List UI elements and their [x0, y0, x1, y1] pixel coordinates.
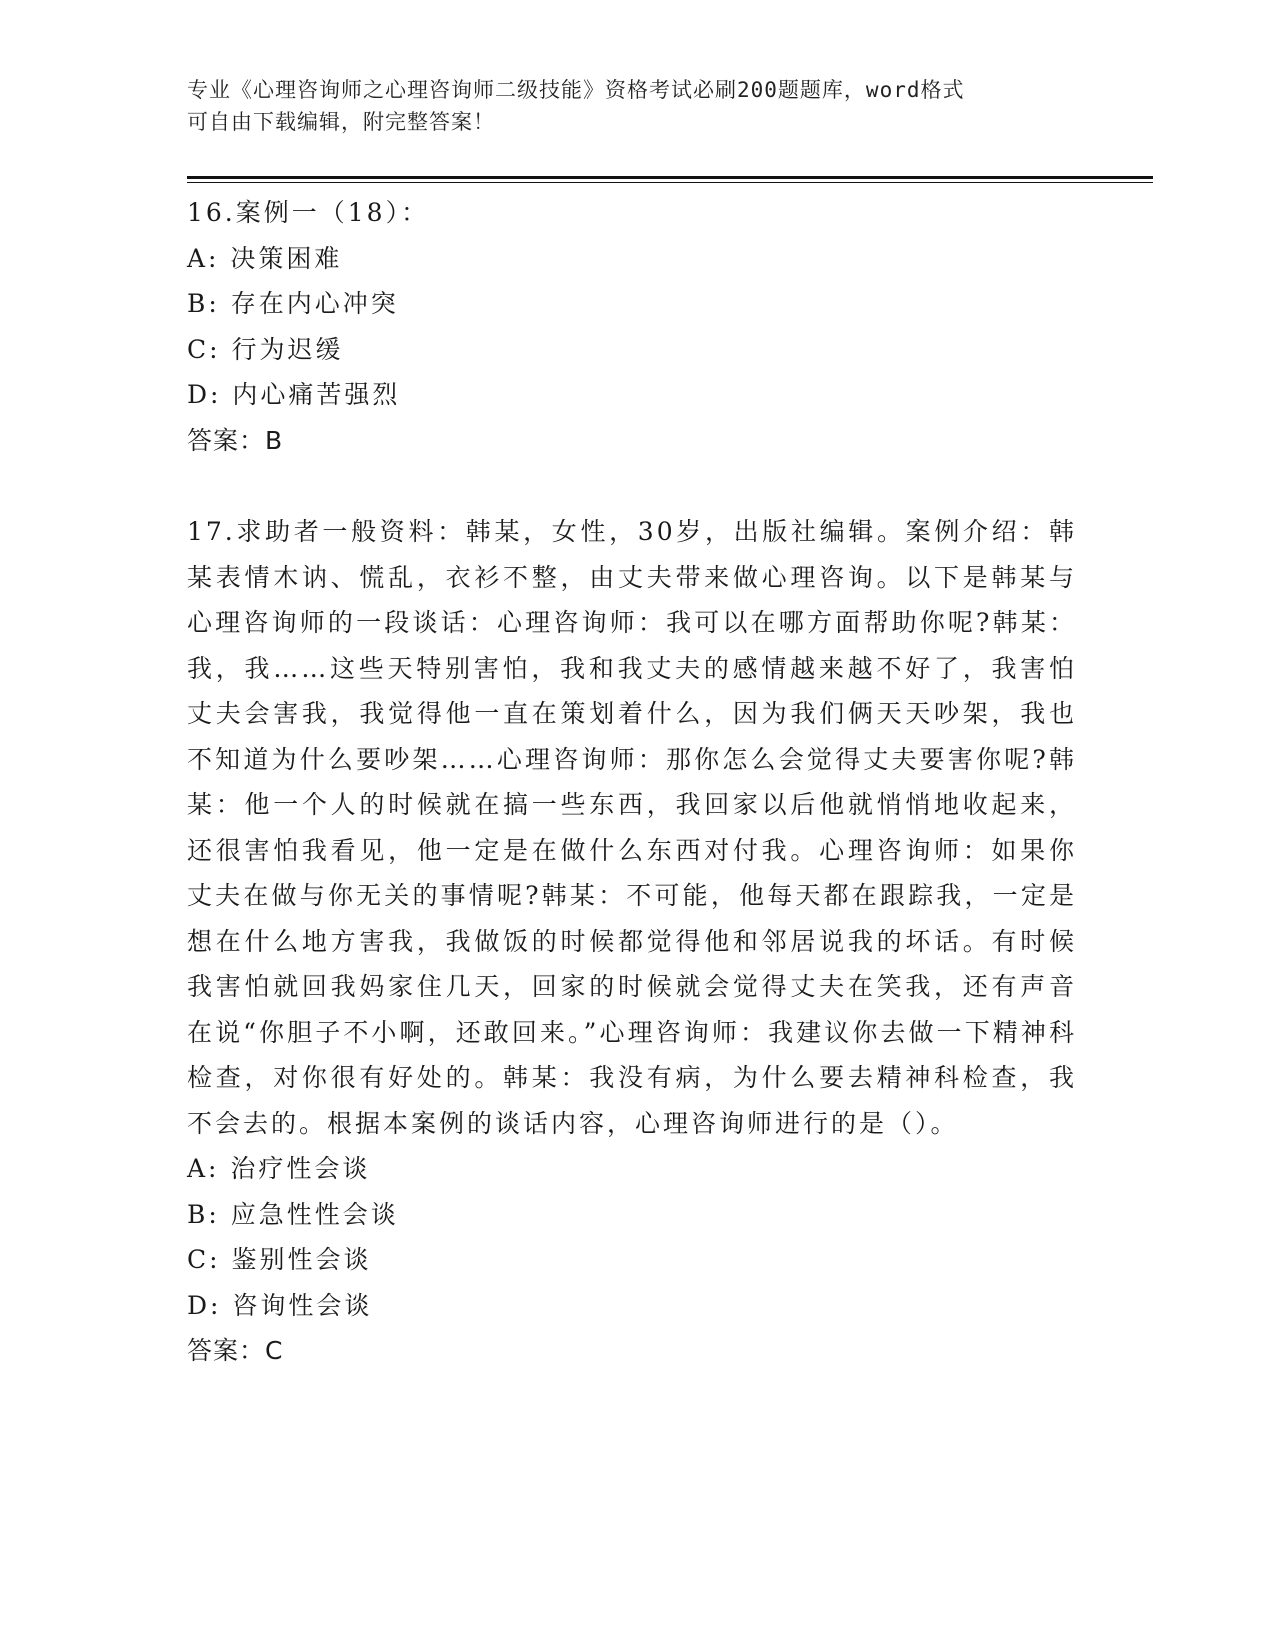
option-b: B: 应急性性会谈 — [187, 1199, 399, 1229]
question-list — [187, 190, 1087, 1374]
question-17 — [187, 509, 1087, 1374]
document-header — [187, 74, 1067, 138]
question-16 — [187, 190, 1087, 463]
question-stem: 17.求助者一般资料：韩某，女性，30岁，出版社编辑。案例介绍：韩某表情木讷、慌乱，衣衫不整，由丈夫带来做心理咨询。以下是韩某与心理咨询师的一段谈话：心理咨询师：我可以在哪方面帮助你呢?韩某：我，我……这些天特别害怕，我和我丈夫的感情越来越不好了，我害怕丈夫会害我，我觉得他一直在策划着什么，因为我们俩天天吵架，我也不知道为什么要吵架……心理咨询师：那你怎么会觉得丈夫要害你呢?韩某：他一个人的时候就在搞一些东西，我回家以后他就悄悄地收起来，还很害怕我看见，他一定是在做什么东西对付我。心理咨询师：如果你丈夫在做与你无关的事情呢?韩某：不可能，他每天都在跟踪我，一定是想在什么地方害我，我做饭的时候都觉得他和邻居说我的坏话。有时候我害怕就回我妈家住几天，回家的时候就会觉得丈夫在笑我，还有声音在说“你胆子不小啊，还敢回来。”心理咨询师：我建议你去做一下精神科检查，对你很有好处的。韩某：我没有病，为什么要去精神科检查，我不会去的。根据本案例的谈话内容，心理咨询师进行的是（）。 — [187, 517, 1077, 1138]
option-b: B: 存在内心冲突 — [187, 289, 399, 318]
option-d: D: 内心痛苦强烈 — [187, 380, 401, 409]
option-d: D: 咨询性会谈 — [187, 1290, 373, 1320]
header-divider-thin — [187, 182, 1153, 183]
option-c: C: 鉴别性会谈 — [187, 1245, 372, 1274]
question-stem: 16.案例一（18）： — [187, 198, 430, 227]
header-line-2: 可自由下载编辑，附完整答案！ — [187, 110, 495, 134]
header-divider-thick — [187, 176, 1153, 179]
option-a: A: 治疗性会谈 — [187, 1154, 371, 1183]
header-line-1: 专业《心理咨询师之心理咨询师二级技能》资格考试必刷200题题库，word格式 — [187, 78, 965, 102]
answer-text: 答案：C — [187, 1336, 284, 1365]
question-spacer — [187, 463, 1087, 509]
option-a: A: 决策困难 — [187, 243, 343, 273]
option-c: C: 行为迟缓 — [187, 334, 344, 364]
answer-text: 答案：B — [187, 425, 284, 455]
